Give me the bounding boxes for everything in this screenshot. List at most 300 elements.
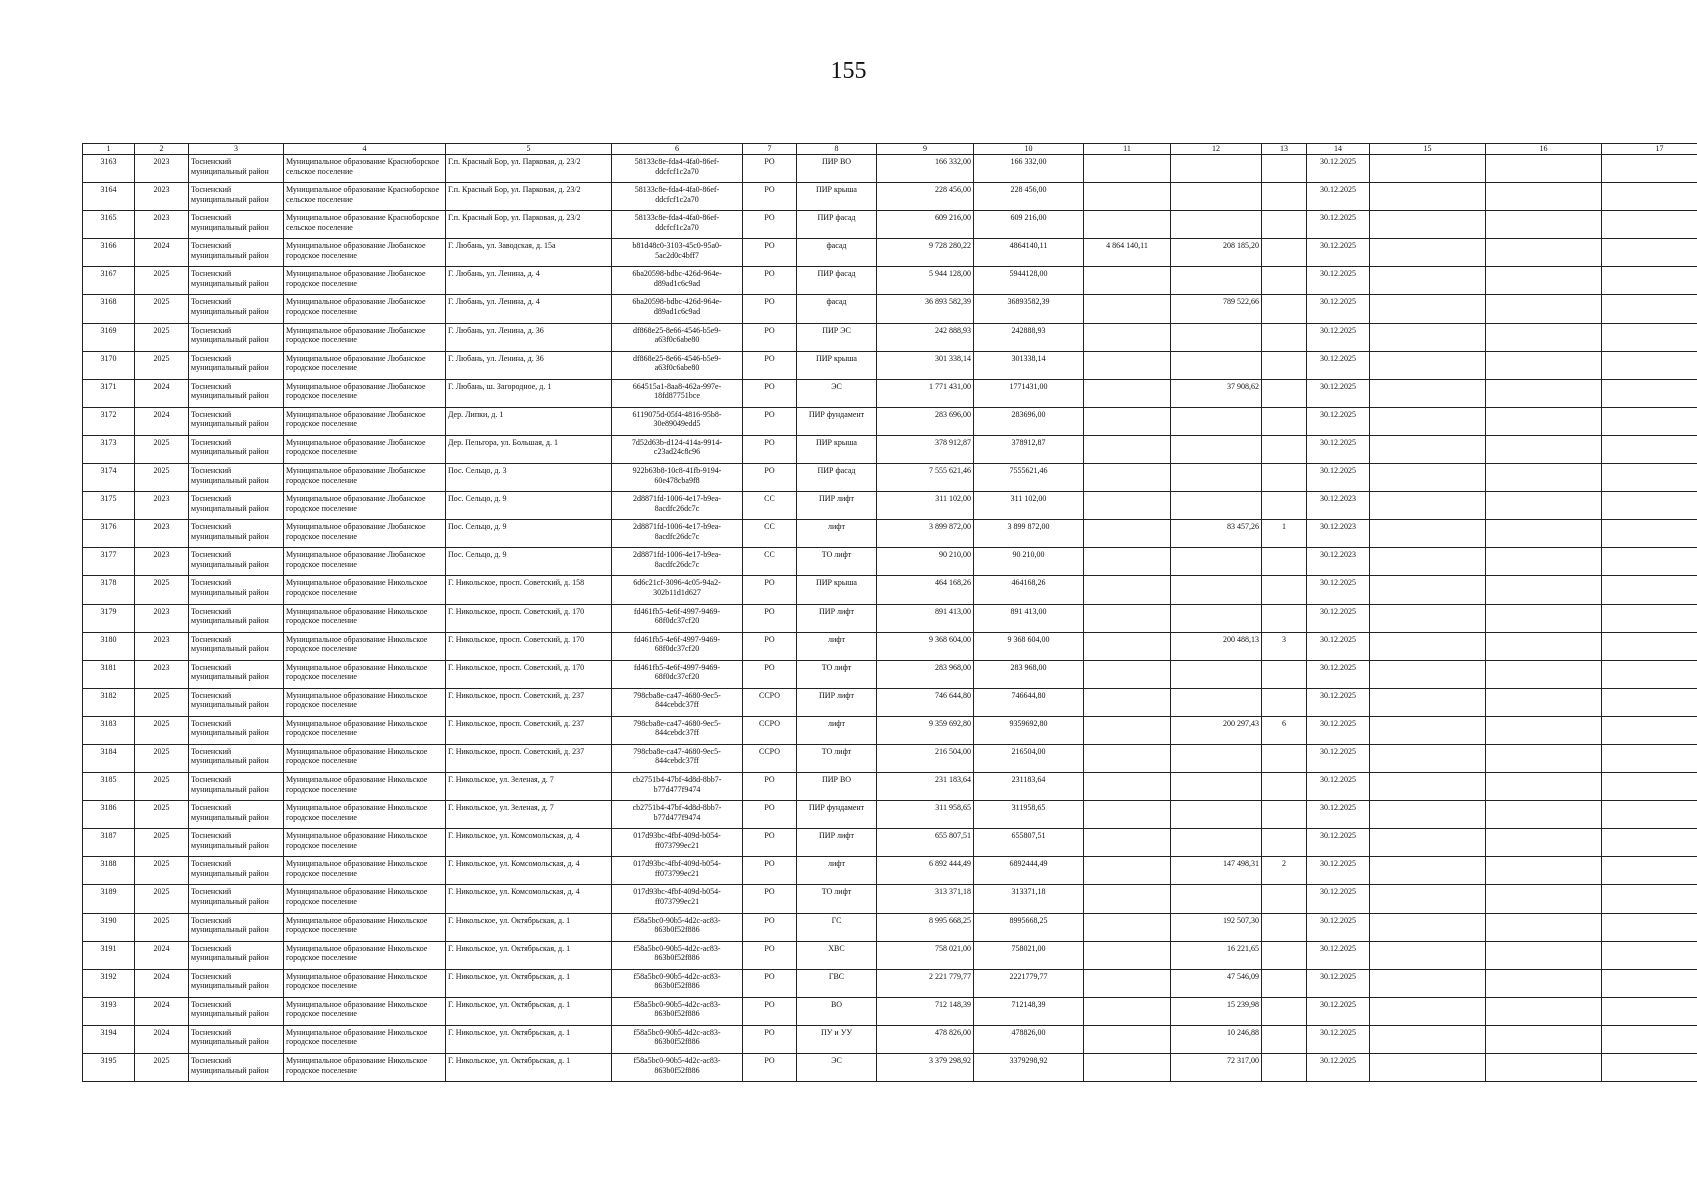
cell-cost-share xyxy=(1084,829,1171,857)
cell-total-cost: 311 102,00 xyxy=(877,492,974,520)
table-row xyxy=(83,295,1697,323)
cell-deadline: 30.12.2025 xyxy=(1307,407,1370,435)
cell-count: 3 xyxy=(1262,632,1307,660)
cell-district: Тосненский муниципальный район xyxy=(189,969,284,997)
cell-col-15 xyxy=(1370,211,1486,239)
cell-house-guid: 6ba20598-bdbc-426d-964e-d89ad1c6c9ad xyxy=(612,267,743,295)
cell-col-15 xyxy=(1370,997,1486,1025)
cell-work-type: ГС xyxy=(797,913,877,941)
cell-row-number: 3180 xyxy=(83,632,135,660)
cell-district: Тосненский муниципальный район xyxy=(189,716,284,744)
cell-row-number: 3185 xyxy=(83,773,135,801)
table-row xyxy=(83,632,1697,660)
cell-year: 2023 xyxy=(135,183,189,211)
cell-extra-amount xyxy=(1171,660,1262,688)
cell-year: 2023 xyxy=(135,211,189,239)
table-row xyxy=(83,885,1697,913)
cell-address: Г. Никольское, просп. Советский, д. 170 xyxy=(446,604,612,632)
cell-house-guid: 6ba20598-bdbc-426d-964e-d89ad1c6c9ad xyxy=(612,295,743,323)
cell-work-type: ПИР фундамент xyxy=(797,801,877,829)
cell-address: Дер. Липки, д. 1 xyxy=(446,407,612,435)
table-row xyxy=(83,941,1697,969)
cell-total-cost: 478 826,00 xyxy=(877,1025,974,1053)
cell-house-guid: 922b63b8-10c8-41fb-9194-60e478cba9f8 xyxy=(612,464,743,492)
cell-work-type: ПИР лифт xyxy=(797,829,877,857)
cell-year: 2025 xyxy=(135,744,189,772)
cell-fund-type: ССРО xyxy=(743,744,797,772)
cell-cost-amount: 283 968,00 xyxy=(974,660,1084,688)
cell-district: Тосненский муниципальный район xyxy=(189,604,284,632)
cell-extra-amount xyxy=(1171,688,1262,716)
cell-count xyxy=(1262,211,1307,239)
cell-count xyxy=(1262,744,1307,772)
cell-total-cost: 609 216,00 xyxy=(877,211,974,239)
table-row xyxy=(83,604,1697,632)
cell-address: Пос. Сельцо, д. 9 xyxy=(446,548,612,576)
cell-row-number: 3166 xyxy=(83,239,135,267)
cell-row-number: 3167 xyxy=(83,267,135,295)
cell-work-type: фасад xyxy=(797,295,877,323)
cell-col-16 xyxy=(1486,660,1602,688)
cell-fund-type: РО xyxy=(743,239,797,267)
cell-work-type: фасад xyxy=(797,239,877,267)
cell-municipality: Муниципальное образование Никольское городское поселение xyxy=(284,857,446,885)
cell-row-number: 3193 xyxy=(83,997,135,1025)
cell-total-cost: 464 168,26 xyxy=(877,576,974,604)
cell-fund-type: РО xyxy=(743,660,797,688)
cell-district: Тосненский муниципальный район xyxy=(189,857,284,885)
cell-year: 2025 xyxy=(135,1054,189,1082)
cell-address: Г. Никольское, ул. Октябрьская, д. 1 xyxy=(446,997,612,1025)
cell-address: Г. Никольское, ул. Зеленая, д. 7 xyxy=(446,773,612,801)
cell-municipality: Муниципальное образование Никольское городское поселение xyxy=(284,1025,446,1053)
cell-col-16 xyxy=(1486,969,1602,997)
cell-col-16 xyxy=(1486,716,1602,744)
cell-municipality: Муниципальное образование Никольское городское поселение xyxy=(284,885,446,913)
cell-address: Г. Никольское, просп. Советский, д. 237 xyxy=(446,716,612,744)
cell-fund-type: РО xyxy=(743,913,797,941)
cell-col-17 xyxy=(1602,829,1697,857)
cell-work-type: лифт xyxy=(797,632,877,660)
cell-district: Тосненский муниципальный район xyxy=(189,801,284,829)
cell-row-number: 3187 xyxy=(83,829,135,857)
cell-count xyxy=(1262,885,1307,913)
cell-house-guid: cb2751b4-47bf-4d8d-8bb7-b77d477f9474 xyxy=(612,801,743,829)
cell-district: Тосненский муниципальный район xyxy=(189,773,284,801)
cell-count xyxy=(1262,660,1307,688)
table-row xyxy=(83,660,1697,688)
table-row xyxy=(83,520,1697,548)
cell-count xyxy=(1262,773,1307,801)
cell-deadline: 30.12.2025 xyxy=(1307,997,1370,1025)
cell-total-cost: 2 221 779,77 xyxy=(877,969,974,997)
cell-cost-share xyxy=(1084,660,1171,688)
cell-col-15 xyxy=(1370,604,1486,632)
cell-count xyxy=(1262,913,1307,941)
cell-row-number: 3184 xyxy=(83,744,135,772)
cell-work-type: ХВС xyxy=(797,941,877,969)
cell-house-guid: 58133c8e-fda4-4fa0-86ef-ddcfcf1c2a70 xyxy=(612,183,743,211)
cell-col-16 xyxy=(1486,379,1602,407)
cell-total-cost: 655 807,51 xyxy=(877,829,974,857)
cell-col-15 xyxy=(1370,1025,1486,1053)
cell-cost-share xyxy=(1084,1025,1171,1053)
cell-year: 2025 xyxy=(135,351,189,379)
cell-col-17 xyxy=(1602,323,1697,351)
cell-extra-amount xyxy=(1171,885,1262,913)
cell-count xyxy=(1262,323,1307,351)
cell-municipality: Муниципальное образование Никольское городское поселение xyxy=(284,716,446,744)
cell-cost-share xyxy=(1084,211,1171,239)
cell-cost-share xyxy=(1084,379,1171,407)
cell-count xyxy=(1262,969,1307,997)
cell-fund-type: РО xyxy=(743,435,797,463)
cell-total-cost: 216 504,00 xyxy=(877,744,974,772)
cell-total-cost: 712 148,39 xyxy=(877,997,974,1025)
cell-fund-type: РО xyxy=(743,632,797,660)
cell-col-15 xyxy=(1370,632,1486,660)
cell-municipality: Муниципальное образование Никольское городское поселение xyxy=(284,688,446,716)
cell-municipality: Муниципальное образование Любанское городское поселение xyxy=(284,239,446,267)
cell-col-16 xyxy=(1486,829,1602,857)
header-cell-1: 1 xyxy=(83,144,135,155)
cell-col-16 xyxy=(1486,773,1602,801)
cell-year: 2025 xyxy=(135,464,189,492)
cell-work-type: ТО лифт xyxy=(797,548,877,576)
cell-col-16 xyxy=(1486,997,1602,1025)
cell-col-15 xyxy=(1370,941,1486,969)
cell-col-17 xyxy=(1602,464,1697,492)
cell-deadline: 30.12.2025 xyxy=(1307,829,1370,857)
cell-col-17 xyxy=(1602,379,1697,407)
cell-district: Тосненский муниципальный район xyxy=(189,997,284,1025)
cell-row-number: 3179 xyxy=(83,604,135,632)
cell-work-type: ЭС xyxy=(797,379,877,407)
table-row xyxy=(83,183,1697,211)
cell-col-15 xyxy=(1370,829,1486,857)
cell-year: 2023 xyxy=(135,548,189,576)
table-row xyxy=(83,464,1697,492)
cell-cost-amount: 7555621,46 xyxy=(974,464,1084,492)
cell-fund-type: РО xyxy=(743,211,797,239)
table-row xyxy=(83,239,1697,267)
cell-count xyxy=(1262,997,1307,1025)
cell-col-17 xyxy=(1602,211,1697,239)
cell-year: 2025 xyxy=(135,885,189,913)
cell-row-number: 3181 xyxy=(83,660,135,688)
cell-row-number: 3191 xyxy=(83,941,135,969)
cell-address: Пос. Сельцо, д. 3 xyxy=(446,464,612,492)
cell-row-number: 3175 xyxy=(83,492,135,520)
cell-district: Тосненский муниципальный район xyxy=(189,520,284,548)
cell-cost-share xyxy=(1084,885,1171,913)
cell-cost-share xyxy=(1084,323,1171,351)
cell-col-17 xyxy=(1602,548,1697,576)
cell-house-guid: 798cba8e-ca47-4680-9ec5-844cebdc37ff xyxy=(612,716,743,744)
cell-work-type: ПУ и УУ xyxy=(797,1025,877,1053)
cell-count xyxy=(1262,1025,1307,1053)
cell-cost-amount: 231183,64 xyxy=(974,773,1084,801)
header-cell-12: 12 xyxy=(1171,144,1262,155)
cell-house-guid: b81d48c0-3103-45c0-95a0-5ac2d0c4bff7 xyxy=(612,239,743,267)
cell-total-cost: 746 644,80 xyxy=(877,688,974,716)
cell-year: 2024 xyxy=(135,997,189,1025)
cell-col-15 xyxy=(1370,239,1486,267)
cell-fund-type: ССРО xyxy=(743,716,797,744)
cell-house-guid: fd461fb5-4e6f-4997-9469-68f0dc37cf20 xyxy=(612,660,743,688)
cell-year: 2024 xyxy=(135,941,189,969)
cell-municipality: Муниципальное образование Никольское городское поселение xyxy=(284,632,446,660)
cell-municipality: Муниципальное образование Любанское городское поселение xyxy=(284,492,446,520)
cell-col-16 xyxy=(1486,464,1602,492)
table-row xyxy=(83,1025,1697,1053)
cell-row-number: 3164 xyxy=(83,183,135,211)
cell-year: 2025 xyxy=(135,913,189,941)
cell-deadline: 30.12.2025 xyxy=(1307,183,1370,211)
cell-col-16 xyxy=(1486,520,1602,548)
cell-cost-share xyxy=(1084,155,1171,183)
cell-cost-share xyxy=(1084,773,1171,801)
cell-municipality: Муниципальное образование Никольское городское поселение xyxy=(284,1054,446,1082)
cell-col-17 xyxy=(1602,492,1697,520)
cell-col-15 xyxy=(1370,688,1486,716)
cell-cost-amount: 166 332,00 xyxy=(974,155,1084,183)
cell-cost-amount: 746644,80 xyxy=(974,688,1084,716)
cell-deadline: 30.12.2023 xyxy=(1307,492,1370,520)
cell-cost-amount: 301338,14 xyxy=(974,351,1084,379)
cell-year: 2025 xyxy=(135,688,189,716)
cell-house-guid: 2d8871fd-1006-4e17-b9ea-8acdfc26dc7c xyxy=(612,520,743,548)
cell-district: Тосненский муниципальный район xyxy=(189,323,284,351)
table-row xyxy=(83,801,1697,829)
cell-extra-amount: 37 908,62 xyxy=(1171,379,1262,407)
cell-extra-amount xyxy=(1171,829,1262,857)
cell-house-guid: df868e25-8e66-4546-b5e9-a63f0c6abe80 xyxy=(612,351,743,379)
cell-address: Г. Любань, ул. Ленина, д. 36 xyxy=(446,351,612,379)
cell-district: Тосненский муниципальный район xyxy=(189,885,284,913)
cell-fund-type: СС xyxy=(743,548,797,576)
cell-address: Г.п. Красный Бор, ул. Парковая, д. 23/2 xyxy=(446,183,612,211)
cell-row-number: 3195 xyxy=(83,1054,135,1082)
cell-address: Г. Любань, ул. Ленина, д. 4 xyxy=(446,295,612,323)
cell-row-number: 3174 xyxy=(83,464,135,492)
cell-house-guid: 2d8871fd-1006-4e17-b9ea-8acdfc26dc7c xyxy=(612,492,743,520)
cell-count xyxy=(1262,407,1307,435)
cell-deadline: 30.12.2025 xyxy=(1307,239,1370,267)
cell-address: Г. Никольское, ул. Октябрьская, д. 1 xyxy=(446,1054,612,1082)
cell-col-17 xyxy=(1602,885,1697,913)
cell-row-number: 3182 xyxy=(83,688,135,716)
header-cell-5: 5 xyxy=(446,144,612,155)
cell-cost-share xyxy=(1084,520,1171,548)
cell-col-16 xyxy=(1486,211,1602,239)
cell-total-cost: 3 379 298,92 xyxy=(877,1054,974,1082)
cell-cost-amount: 378912,87 xyxy=(974,435,1084,463)
cell-address: Г. Никольское, просп. Советский, д. 237 xyxy=(446,744,612,772)
cell-house-guid: f58a5bc0-90b5-4d2c-ac83-863b0f52f886 xyxy=(612,1025,743,1053)
cell-cost-share xyxy=(1084,688,1171,716)
cell-work-type: ПИР ВО xyxy=(797,155,877,183)
cell-count xyxy=(1262,351,1307,379)
cell-cost-amount: 478826,00 xyxy=(974,1025,1084,1053)
cell-col-17 xyxy=(1602,1025,1697,1053)
cell-district: Тосненский муниципальный район xyxy=(189,379,284,407)
cell-municipality: Муниципальное образование Любанское городское поселение xyxy=(284,520,446,548)
cell-year: 2024 xyxy=(135,969,189,997)
cell-extra-amount xyxy=(1171,323,1262,351)
cell-fund-type: РО xyxy=(743,969,797,997)
cell-row-number: 3183 xyxy=(83,716,135,744)
cell-fund-type: РО xyxy=(743,407,797,435)
cell-work-type: ТО лифт xyxy=(797,744,877,772)
cell-count xyxy=(1262,492,1307,520)
cell-deadline: 30.12.2025 xyxy=(1307,1054,1370,1082)
cell-cost-amount: 655807,51 xyxy=(974,829,1084,857)
cell-cost-amount: 2221779,77 xyxy=(974,969,1084,997)
cell-extra-amount xyxy=(1171,464,1262,492)
cell-row-number: 3171 xyxy=(83,379,135,407)
cell-district: Тосненский муниципальный район xyxy=(189,632,284,660)
cell-house-guid: 798cba8e-ca47-4680-9ec5-844cebdc37ff xyxy=(612,744,743,772)
table-row xyxy=(83,267,1697,295)
cell-work-type: ПИР лифт xyxy=(797,492,877,520)
cell-deadline: 30.12.2023 xyxy=(1307,520,1370,548)
cell-municipality: Муниципальное образование Любанское городское поселение xyxy=(284,351,446,379)
cell-cost-share xyxy=(1084,744,1171,772)
cell-extra-amount: 200 488,13 xyxy=(1171,632,1262,660)
cell-house-guid: fd461fb5-4e6f-4997-9469-68f0dc37cf20 xyxy=(612,632,743,660)
cell-municipality: Муниципальное образование Никольское городское поселение xyxy=(284,941,446,969)
cell-cost-amount: 9 368 604,00 xyxy=(974,632,1084,660)
cell-deadline: 30.12.2025 xyxy=(1307,604,1370,632)
header-cell-14: 14 xyxy=(1307,144,1370,155)
cell-row-number: 3194 xyxy=(83,1025,135,1053)
cell-extra-amount xyxy=(1171,744,1262,772)
cell-deadline: 30.12.2025 xyxy=(1307,913,1370,941)
cell-fund-type: СС xyxy=(743,492,797,520)
cell-year: 2023 xyxy=(135,520,189,548)
cell-municipality: Муниципальное образование Никольское городское поселение xyxy=(284,744,446,772)
cell-address: Г. Никольское, ул. Октябрьская, д. 1 xyxy=(446,969,612,997)
cell-house-guid: 6119075d-05f4-4816-95b8-30e89049edd5 xyxy=(612,407,743,435)
table-row xyxy=(83,435,1697,463)
cell-district: Тосненский муниципальный район xyxy=(189,351,284,379)
table-row xyxy=(83,829,1697,857)
cell-extra-amount xyxy=(1171,604,1262,632)
cell-cost-share xyxy=(1084,604,1171,632)
cell-cost-amount: 4864140,11 xyxy=(974,239,1084,267)
cell-work-type: ВО xyxy=(797,997,877,1025)
cell-row-number: 3170 xyxy=(83,351,135,379)
cell-col-16 xyxy=(1486,632,1602,660)
cell-district: Тосненский муниципальный район xyxy=(189,660,284,688)
table-row xyxy=(83,379,1697,407)
cell-district: Тосненский муниципальный район xyxy=(189,435,284,463)
cell-count: 6 xyxy=(1262,716,1307,744)
cell-fund-type: РО xyxy=(743,997,797,1025)
cell-district: Тосненский муниципальный район xyxy=(189,183,284,211)
cell-address: Г. Никольское, ул. Октябрьская, д. 1 xyxy=(446,913,612,941)
cell-extra-amount xyxy=(1171,576,1262,604)
cell-col-16 xyxy=(1486,576,1602,604)
cell-year: 2025 xyxy=(135,267,189,295)
cell-fund-type: РО xyxy=(743,464,797,492)
cell-work-type: ТО лифт xyxy=(797,660,877,688)
cell-col-16 xyxy=(1486,885,1602,913)
cell-address: Г. Никольское, ул. Октябрьская, д. 1 xyxy=(446,941,612,969)
cell-col-16 xyxy=(1486,351,1602,379)
cell-district: Тосненский муниципальный район xyxy=(189,1025,284,1053)
cell-cost-share xyxy=(1084,548,1171,576)
cell-year: 2025 xyxy=(135,801,189,829)
cell-deadline: 30.12.2025 xyxy=(1307,435,1370,463)
cell-col-16 xyxy=(1486,323,1602,351)
table-row xyxy=(83,969,1697,997)
cell-cost-amount: 90 210,00 xyxy=(974,548,1084,576)
cell-col-15 xyxy=(1370,492,1486,520)
cell-total-cost: 758 021,00 xyxy=(877,941,974,969)
cell-row-number: 3173 xyxy=(83,435,135,463)
cell-district: Тосненский муниципальный район xyxy=(189,155,284,183)
cell-col-17 xyxy=(1602,604,1697,632)
cell-cost-share xyxy=(1084,801,1171,829)
cell-work-type: ПИР фундамент xyxy=(797,407,877,435)
cell-address: Г. Никольское, ул. Комсомольская, д. 4 xyxy=(446,857,612,885)
cell-cost-share xyxy=(1084,351,1171,379)
cell-work-type: ГВС xyxy=(797,969,877,997)
table-row xyxy=(83,744,1697,772)
cell-extra-amount xyxy=(1171,211,1262,239)
cell-year: 2024 xyxy=(135,379,189,407)
table-row xyxy=(83,857,1697,885)
cell-deadline: 30.12.2025 xyxy=(1307,323,1370,351)
cell-fund-type: РО xyxy=(743,773,797,801)
cell-deadline: 30.12.2025 xyxy=(1307,801,1370,829)
cell-house-guid: 798cba8e-ca47-4680-9ec5-844cebdc37ff xyxy=(612,688,743,716)
cell-address: Пос. Сельцо, д. 9 xyxy=(446,520,612,548)
cell-cost-share xyxy=(1084,969,1171,997)
cell-col-15 xyxy=(1370,913,1486,941)
cell-col-17 xyxy=(1602,520,1697,548)
cell-municipality: Муниципальное образование Любанское городское поселение xyxy=(284,464,446,492)
cell-col-16 xyxy=(1486,183,1602,211)
cell-work-type: ТО лифт xyxy=(797,885,877,913)
cell-col-17 xyxy=(1602,295,1697,323)
cell-house-guid: cb2751b4-47bf-4d8d-8bb7-b77d477f9474 xyxy=(612,773,743,801)
cell-year: 2025 xyxy=(135,829,189,857)
cell-col-15 xyxy=(1370,464,1486,492)
cell-cost-share xyxy=(1084,576,1171,604)
cell-total-cost: 311 958,65 xyxy=(877,801,974,829)
cell-total-cost: 9 728 280,22 xyxy=(877,239,974,267)
cell-municipality: Муниципальное образование Никольское городское поселение xyxy=(284,773,446,801)
cell-deadline: 30.12.2025 xyxy=(1307,211,1370,239)
cell-col-17 xyxy=(1602,351,1697,379)
cell-year: 2025 xyxy=(135,773,189,801)
cell-work-type: ПИР фасад xyxy=(797,211,877,239)
cell-cost-amount: 3379298,92 xyxy=(974,1054,1084,1082)
cell-work-type: лифт xyxy=(797,520,877,548)
cell-deadline: 30.12.2025 xyxy=(1307,941,1370,969)
cell-extra-amount xyxy=(1171,548,1262,576)
cell-cost-share xyxy=(1084,492,1171,520)
cell-fund-type: РО xyxy=(743,295,797,323)
cell-col-17 xyxy=(1602,941,1697,969)
cell-municipality: Муниципальное образование Любанское городское поселение xyxy=(284,407,446,435)
cell-row-number: 3177 xyxy=(83,548,135,576)
cell-col-17 xyxy=(1602,857,1697,885)
cell-cost-amount: 311958,65 xyxy=(974,801,1084,829)
